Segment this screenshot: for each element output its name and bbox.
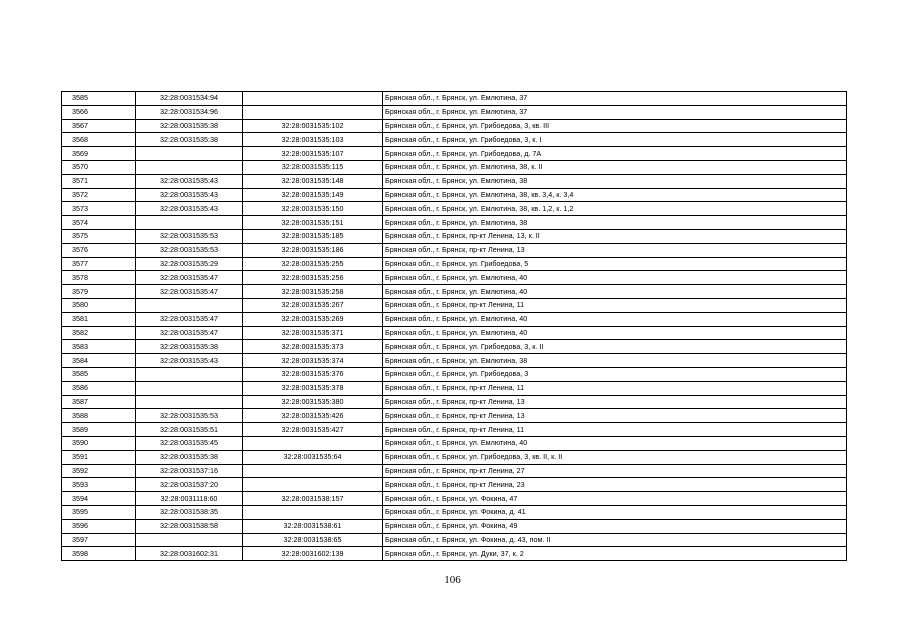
row-number-cell: 3594	[62, 492, 136, 506]
parent-cadastral-number-cell: 32:28:0031538:157	[243, 492, 383, 506]
row-number-cell: 3581	[62, 312, 136, 326]
table-row	[62, 464, 847, 478]
table-row	[62, 547, 847, 561]
parent-cadastral-number-cell: 32:28:0031535:378	[243, 381, 383, 395]
row-number-cell: 3578	[62, 271, 136, 285]
row-number-cell: 3591	[62, 450, 136, 464]
parent-cadastral-number-cell	[243, 478, 383, 492]
row-number-cell: 3595	[62, 505, 136, 519]
table-row	[62, 340, 847, 354]
address-cell: Брянская обл., г. Брянск, пр-кт Ленина, 27	[383, 464, 847, 478]
table-row	[62, 450, 847, 464]
address-cell: Брянская обл., г. Брянск, пр-кт Ленина, 11	[383, 381, 847, 395]
row-number-cell: 3568	[62, 133, 136, 147]
cadastral-number-cell: 32:28:0031535:47	[136, 271, 243, 285]
parent-cadastral-number-cell	[243, 505, 383, 519]
address-cell: Брянская обл., г. Брянск, ул. Фокина, 47	[383, 492, 847, 506]
row-number-cell: 3571	[62, 174, 136, 188]
cadastral-number-cell: 32:28:0031537:16	[136, 464, 243, 478]
page-number: 106	[444, 574, 461, 586]
address-cell: Брянская обл., г. Брянск, ул. Емлютина, 40	[383, 436, 847, 450]
address-cell: Брянская обл., г. Брянск, ул. Емлютина, 38	[383, 174, 847, 188]
parent-cadastral-number-cell: 32:28:0031535:107	[243, 147, 383, 161]
address-cell: Брянская обл., г. Брянск, ул. Грибоедова, 3, к. II	[383, 340, 847, 354]
cadastral-number-cell: 32:28:0031535:29	[136, 257, 243, 271]
parent-cadastral-number-cell: 32:28:0031535:376	[243, 367, 383, 381]
parent-cadastral-number-cell: 32:28:0031535:149	[243, 188, 383, 202]
registry-table-body	[62, 92, 847, 561]
row-number-cell: 3596	[62, 519, 136, 533]
table-row	[62, 519, 847, 533]
row-number-cell: 3584	[62, 354, 136, 368]
address-cell: Брянская обл., г. Брянск, ул. Грибоедова, 3	[383, 367, 847, 381]
row-number-cell: 3586	[62, 381, 136, 395]
parent-cadastral-number-cell: 32:28:0031535:103	[243, 133, 383, 147]
address-cell: Брянская обл., г. Брянск, ул. Грибоедова, 5	[383, 257, 847, 271]
cadastral-number-cell: 32:28:0031535:53	[136, 243, 243, 257]
row-number-cell: 3566	[62, 105, 136, 119]
table-row	[62, 285, 847, 299]
table-row	[62, 257, 847, 271]
address-cell: Брянская обл., г. Брянск, ул. Фокина, д. 41	[383, 505, 847, 519]
table-row	[62, 174, 847, 188]
table-row	[62, 492, 847, 506]
parent-cadastral-number-cell: 32:28:0031535:371	[243, 326, 383, 340]
address-cell: Брянская обл., г. Брянск, пр-кт Ленина, 13	[383, 409, 847, 423]
parent-cadastral-number-cell: 32:28:0031535:115	[243, 160, 383, 174]
row-number-cell: 3570	[62, 160, 136, 174]
table-row	[62, 423, 847, 437]
address-cell: Брянская обл., г. Брянск, пр-кт Ленина, 13, к. II	[383, 229, 847, 243]
table-row	[62, 367, 847, 381]
address-cell: Брянская обл., г. Брянск, ул. Грибоедова, д. 7А	[383, 147, 847, 161]
address-cell: Брянская обл., г. Брянск, ул. Емлютина, 40	[383, 326, 847, 340]
table-row	[62, 326, 847, 340]
row-number-cell: 3585	[62, 92, 136, 106]
address-cell: Брянская обл., г. Брянск, пр-кт Ленина, 13	[383, 395, 847, 409]
table-row	[62, 312, 847, 326]
row-number-cell: 3592	[62, 464, 136, 478]
address-cell: Брянская обл., г. Брянск, ул. Емлютина, 38, кв. 3,4, к. 3,4	[383, 188, 847, 202]
address-cell: Брянская обл., г. Брянск, пр-кт Ленина, 23	[383, 478, 847, 492]
row-number-cell: 3588	[62, 409, 136, 423]
cadastral-number-cell: 32:28:0031602:31	[136, 547, 243, 561]
table-row	[62, 229, 847, 243]
table-row	[62, 298, 847, 312]
address-cell: Брянская обл., г. Брянск, пр-кт Ленина, 11	[383, 423, 847, 437]
parent-cadastral-number-cell: 32:28:0031535:255	[243, 257, 383, 271]
cadastral-number-cell: 32:28:0031535:45	[136, 436, 243, 450]
parent-cadastral-number-cell: 32:28:0031535:427	[243, 423, 383, 437]
parent-cadastral-number-cell: 32:28:0031535:426	[243, 409, 383, 423]
row-number-cell: 3585	[62, 367, 136, 381]
address-cell: Брянская обл., г. Брянск, ул. Грибоедова, 3, кв. III	[383, 119, 847, 133]
row-number-cell: 3590	[62, 436, 136, 450]
table-row	[62, 188, 847, 202]
cadastral-number-cell: 32:28:0031534:96	[136, 105, 243, 119]
table-row	[62, 216, 847, 230]
cadastral-number-cell	[136, 367, 243, 381]
cadastral-number-cell: 32:28:0031535:38	[136, 119, 243, 133]
row-number-cell: 3598	[62, 547, 136, 561]
table-row	[62, 409, 847, 423]
table-row	[62, 105, 847, 119]
cadastral-number-cell: 32:28:0031535:38	[136, 340, 243, 354]
address-cell: Брянская обл., г. Брянск, ул. Грибоедова, 3, кв. II, к. II	[383, 450, 847, 464]
table-row	[62, 505, 847, 519]
cadastral-number-cell	[136, 147, 243, 161]
parent-cadastral-number-cell: 32:28:0031535:151	[243, 216, 383, 230]
parent-cadastral-number-cell: 32:28:0031535:102	[243, 119, 383, 133]
address-cell: Брянская обл., г. Брянск, ул. Емлютина, 40	[383, 312, 847, 326]
address-cell: Брянская обл., г. Брянск, ул. Емлютина, 38, к. II	[383, 160, 847, 174]
table-row	[62, 478, 847, 492]
address-cell: Брянская обл., г. Брянск, ул. Емлютина, 37	[383, 92, 847, 106]
table-row	[62, 147, 847, 161]
parent-cadastral-number-cell: 32:28:0031535:186	[243, 243, 383, 257]
row-number-cell: 3597	[62, 533, 136, 547]
row-number-cell: 3576	[62, 243, 136, 257]
table-row	[62, 133, 847, 147]
cadastral-number-cell: 32:28:0031535:43	[136, 174, 243, 188]
row-number-cell: 3580	[62, 298, 136, 312]
row-number-cell: 3587	[62, 395, 136, 409]
parent-cadastral-number-cell: 32:28:0031535:267	[243, 298, 383, 312]
cadastral-number-cell: 32:28:0031535:53	[136, 409, 243, 423]
cadastral-number-cell	[136, 395, 243, 409]
address-cell: Брянская обл., г. Брянск, ул. Емлютина, 37	[383, 105, 847, 119]
parent-cadastral-number-cell: 32:28:0031535:373	[243, 340, 383, 354]
parent-cadastral-number-cell: 32:28:0031538:65	[243, 533, 383, 547]
parent-cadastral-number-cell: 32:28:0031535:148	[243, 174, 383, 188]
row-number-cell: 3577	[62, 257, 136, 271]
cadastral-number-cell: 32:28:0031118:60	[136, 492, 243, 506]
cadastral-number-cell	[136, 533, 243, 547]
parent-cadastral-number-cell: 32:28:0031538:61	[243, 519, 383, 533]
cadastral-number-cell: 32:28:0031535:51	[136, 423, 243, 437]
row-number-cell: 3583	[62, 340, 136, 354]
row-number-cell: 3573	[62, 202, 136, 216]
address-cell: Брянская обл., г. Брянск, ул. Емлютина, 40	[383, 271, 847, 285]
table-row	[62, 381, 847, 395]
cadastral-number-cell: 32:28:0031535:38	[136, 450, 243, 464]
table-row	[62, 354, 847, 368]
cadastral-number-cell: 32:28:0031537:20	[136, 478, 243, 492]
address-cell: Брянская обл., г. Брянск, ул. Фокина, 49	[383, 519, 847, 533]
cadastral-number-cell: 32:28:0031535:43	[136, 202, 243, 216]
row-number-cell: 3589	[62, 423, 136, 437]
row-number-cell: 3575	[62, 229, 136, 243]
table-row	[62, 271, 847, 285]
parent-cadastral-number-cell: 32:28:0031535:64	[243, 450, 383, 464]
cadastral-number-cell: 32:28:0031535:53	[136, 229, 243, 243]
parent-cadastral-number-cell: 32:28:0031535:185	[243, 229, 383, 243]
row-number-cell: 3579	[62, 285, 136, 299]
cadastral-number-cell: 32:28:0031534:94	[136, 92, 243, 106]
cadastral-number-cell	[136, 381, 243, 395]
cadastral-number-cell	[136, 298, 243, 312]
cadastral-number-cell: 32:28:0031535:47	[136, 285, 243, 299]
parent-cadastral-number-cell	[243, 105, 383, 119]
address-cell: Брянская обл., г. Брянск, ул. Фокина, д. 43, пом. II	[383, 533, 847, 547]
row-number-cell: 3574	[62, 216, 136, 230]
parent-cadastral-number-cell	[243, 436, 383, 450]
parent-cadastral-number-cell: 32:28:0031535:269	[243, 312, 383, 326]
parent-cadastral-number-cell: 32:28:0031535:150	[243, 202, 383, 216]
registry-table	[61, 91, 847, 561]
cadastral-number-cell: 32:28:0031535:38	[136, 133, 243, 147]
parent-cadastral-number-cell	[243, 92, 383, 106]
cadastral-number-cell: 32:28:0031535:43	[136, 354, 243, 368]
cadastral-number-cell: 32:28:0031535:43	[136, 188, 243, 202]
parent-cadastral-number-cell: 32:28:0031535:380	[243, 395, 383, 409]
address-cell: Брянская обл., г. Брянск, ул. Грибоедова, 3, к. I	[383, 133, 847, 147]
table-row	[62, 436, 847, 450]
cadastral-number-cell	[136, 160, 243, 174]
table-row	[62, 395, 847, 409]
address-cell: Брянская обл., г. Брянск, пр-кт Ленина, 13	[383, 243, 847, 257]
cadastral-number-cell: 32:28:0031538:58	[136, 519, 243, 533]
row-number-cell: 3582	[62, 326, 136, 340]
parent-cadastral-number-cell: 32:28:0031602:139	[243, 547, 383, 561]
table-row	[62, 243, 847, 257]
table-row	[62, 160, 847, 174]
table-row	[62, 119, 847, 133]
table-row	[62, 533, 847, 547]
cadastral-number-cell: 32:28:0031535:47	[136, 326, 243, 340]
cadastral-number-cell	[136, 216, 243, 230]
row-number-cell: 3593	[62, 478, 136, 492]
address-cell: Брянская обл., г. Брянск, ул. Емлютина, 38	[383, 216, 847, 230]
address-cell: Брянская обл., г. Брянск, пр-кт Ленина, 11	[383, 298, 847, 312]
address-cell: Брянская обл., г. Брянск, ул. Емлютина, 38	[383, 354, 847, 368]
row-number-cell: 3567	[62, 119, 136, 133]
address-cell: Брянская обл., г. Брянск, ул. Емлютина, 38, кв. 1,2, к. 1,2	[383, 202, 847, 216]
table-row	[62, 92, 847, 106]
cadastral-number-cell: 32:28:0031535:47	[136, 312, 243, 326]
address-cell: Брянская обл., г. Брянск, ул. Дуки, 37, к. 2	[383, 547, 847, 561]
parent-cadastral-number-cell	[243, 464, 383, 478]
parent-cadastral-number-cell: 32:28:0031535:256	[243, 271, 383, 285]
parent-cadastral-number-cell: 32:28:0031535:374	[243, 354, 383, 368]
table-row	[62, 202, 847, 216]
row-number-cell: 3572	[62, 188, 136, 202]
row-number-cell: 3569	[62, 147, 136, 161]
parent-cadastral-number-cell: 32:28:0031535:258	[243, 285, 383, 299]
cadastral-number-cell: 32:28:0031538:35	[136, 505, 243, 519]
address-cell: Брянская обл., г. Брянск, ул. Емлютина, 40	[383, 285, 847, 299]
